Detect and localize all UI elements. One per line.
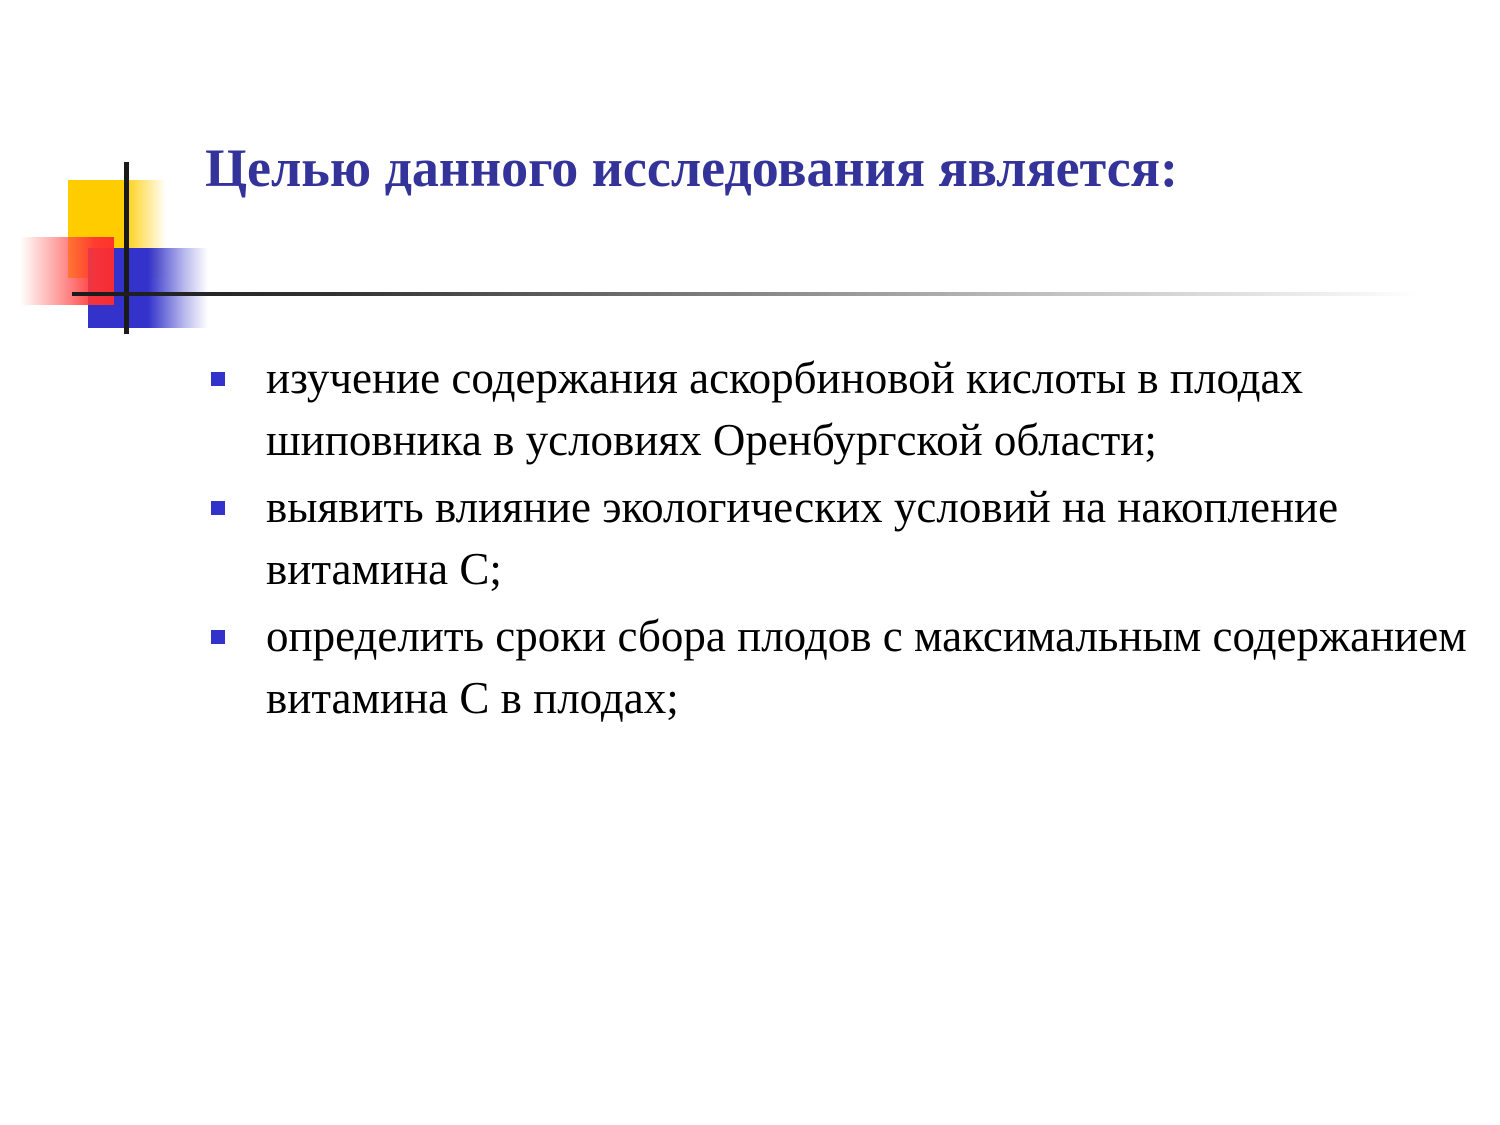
square-bullet-icon [211,630,225,644]
list-item [210,347,1470,471]
slide-title: Целью данного исследования является: [205,138,1178,198]
bullet-text: изучение содержания аскорбиновой кислоты в плодах шиповника в условиях Оренбургской области; [266,353,1304,465]
horizontal-divider-line [72,292,1422,296]
bullet-text: определить сроки сбора плодов с максимальным содержанием витамина С в плодах; [266,611,1467,723]
bullet-list [210,347,1470,734]
bullet-text: выявить влияние экологических условий на накопление витамина С; [266,482,1339,594]
blue-square-decoration [88,248,208,328]
square-bullet-icon [211,372,225,386]
red-square-decoration [20,237,114,305]
yellow-square-decoration [68,180,166,278]
square-bullet-icon [211,501,225,515]
list-item [210,605,1470,729]
list-item [210,476,1470,600]
vertical-divider-line [124,162,129,334]
